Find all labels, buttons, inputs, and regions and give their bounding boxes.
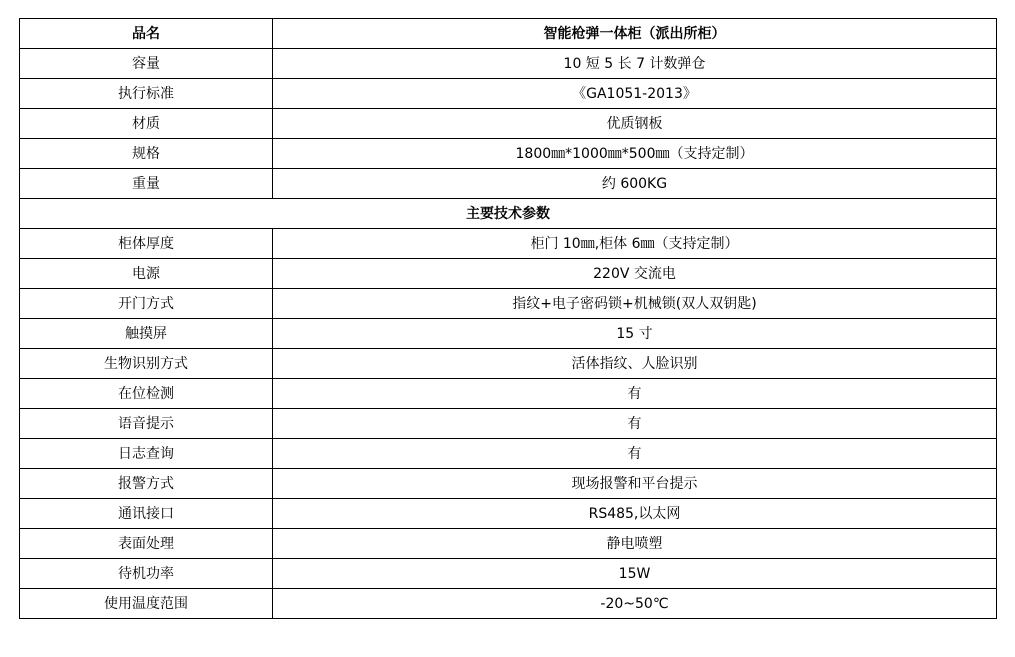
table-row [20, 319, 997, 349]
spec-label-cell: 开门方式 [20, 289, 273, 319]
table-row [20, 229, 997, 259]
table-row [20, 349, 997, 379]
table-row [20, 409, 997, 439]
table-row [20, 439, 997, 469]
section-title: 主要技术参数 [20, 199, 997, 229]
spec-value-cell: 10 短 5 长 7 计数弹仓 [273, 49, 997, 79]
table-row [20, 469, 997, 499]
spec-label-cell: 语音提示 [20, 409, 273, 439]
spec-label-cell: 待机功率 [20, 559, 273, 589]
spec-value-cell: 活体指纹、人脸识别 [273, 349, 997, 379]
table-row [20, 139, 997, 169]
spec-value-cell: RS485,以太网 [273, 499, 997, 529]
spec-label-cell: 电源 [20, 259, 273, 289]
spec-value-cell: 220V 交流电 [273, 259, 997, 289]
spec-label-cell: 规格 [20, 139, 273, 169]
spec-label-cell: 容量 [20, 49, 273, 79]
spec-label-cell: 重量 [20, 169, 273, 199]
table-row [20, 109, 997, 139]
spec-label-cell: 柜体厚度 [20, 229, 273, 259]
product-spec-table [19, 18, 997, 619]
spec-value-cell: 静电喷塑 [273, 529, 997, 559]
spec-value-cell: 有 [273, 409, 997, 439]
table-header-row [20, 19, 997, 49]
header-label-cell: 品名 [20, 19, 273, 49]
table-row [20, 259, 997, 289]
section-title-row [20, 199, 997, 229]
spec-value-cell: 柜门 10㎜,柜体 6㎜（支持定制） [273, 229, 997, 259]
spec-label-cell: 材质 [20, 109, 273, 139]
spec-value-cell: -20~50℃ [273, 589, 997, 619]
product-name-cell: 智能枪弹一体柜（派出所柜） [273, 19, 997, 49]
spec-label-cell: 通讯接口 [20, 499, 273, 529]
spec-value-cell: 约 600KG [273, 169, 997, 199]
spec-value-cell: 有 [273, 439, 997, 469]
table-row [20, 79, 997, 109]
table-row [20, 499, 997, 529]
spec-label-cell: 触摸屏 [20, 319, 273, 349]
spec-label-cell: 执行标准 [20, 79, 273, 109]
spec-value-cell: 1800㎜*1000㎜*500㎜（支持定制） [273, 139, 997, 169]
table-row [20, 289, 997, 319]
table-row [20, 169, 997, 199]
spec-label-cell: 使用温度范围 [20, 589, 273, 619]
table-row [20, 589, 997, 619]
spec-value-cell: 优质钢板 [273, 109, 997, 139]
spec-value-cell: 有 [273, 379, 997, 409]
spec-value-cell: 指纹+电子密码锁+机械锁(双人双钥匙) [273, 289, 997, 319]
spec-label-cell: 表面处理 [20, 529, 273, 559]
spec-value-cell: 《GA1051-2013》 [273, 79, 997, 109]
spec-label-cell: 在位检测 [20, 379, 273, 409]
table-row [20, 559, 997, 589]
spec-value-cell: 15 寸 [273, 319, 997, 349]
spec-value-cell: 15W [273, 559, 997, 589]
table-row [20, 379, 997, 409]
table-row [20, 49, 997, 79]
spec-label-cell: 报警方式 [20, 469, 273, 499]
spec-label-cell: 生物识别方式 [20, 349, 273, 379]
spec-value-cell: 现场报警和平台提示 [273, 469, 997, 499]
table-row [20, 529, 997, 559]
spec-label-cell: 日志查询 [20, 439, 273, 469]
